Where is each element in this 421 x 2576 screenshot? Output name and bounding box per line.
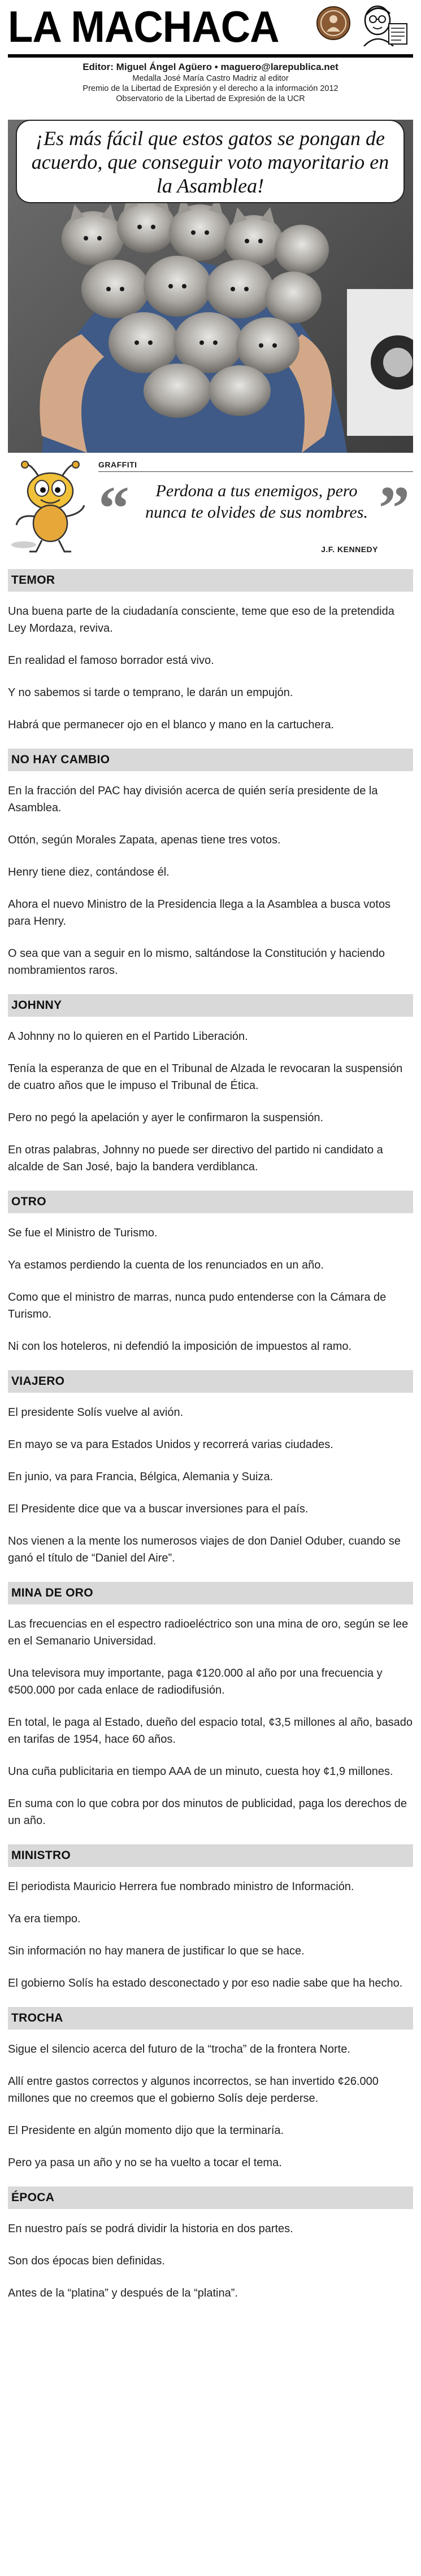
- section-paragraph: Las frecuencias en el espectro radioeléctrico son una mina de oro, según se lee en el Semanario Universidad.: [8, 1618, 409, 1647]
- section-paragraph: En suma con lo que cobra por dos minutos de publicidad, paga los derechos de un año.: [8, 1797, 407, 1827]
- column-section: [8, 2186, 413, 2302]
- section-paragraph: Como que el ministro de marras, nunca pudo entenderse con la Cámara de Turismo.: [8, 1291, 387, 1320]
- section-paragraph: Una televisora muy importante, paga ¢120.000 al año por una frecuencia y ¢500.000 por cada enlace de radiodifusión.: [8, 1667, 383, 1696]
- column-section: [8, 2007, 413, 2171]
- section-paragraph: Ottón, según Morales Zapata, apenas tiene tres votos.: [8, 834, 281, 846]
- section-paragraph: El presidente Solís vuelve al avión.: [8, 1406, 184, 1419]
- section-paragraph: Se fue el Ministro de Turismo.: [8, 1227, 158, 1239]
- section-paragraph: Allí entre gastos correctos y algunos incorrectos, se han invertido ¢26.000 millones que no creemos que el gobierno Solís deje perderse.: [8, 2075, 379, 2105]
- section-paragraph: Nos vienen a la mente los numerosos viajes de don Daniel Oduber, cuando se ganó el título de “Daniel del Aire”.: [8, 1535, 401, 1564]
- section-title: MINA DE ORO: [8, 1582, 413, 1604]
- award-medal-icon: [316, 6, 351, 41]
- section-paragraph: Antes de la “platina” y después de la “platina”.: [8, 2287, 238, 2299]
- section-paragraph: Ya era tiempo.: [8, 1913, 81, 1925]
- section-paragraph: El gobierno Solís ha estado desconectado y por eso nadie sabe que ha hecho.: [8, 1977, 403, 1989]
- award-line: Premio de la Libertad de Expresión y el derecho a la información 2012: [83, 84, 338, 93]
- section-title: VIAJERO: [8, 1370, 413, 1393]
- section-paragraph: En mayo se va para Estados Unidos y recorrerá varias ciudades.: [8, 1438, 333, 1451]
- section-body: [8, 2220, 413, 2302]
- section-paragraph: A Johnny no lo quieren en el Partido Liberación.: [8, 1030, 248, 1043]
- graffiti-author: J.F. KENNEDY: [321, 545, 378, 554]
- section-paragraph: Ni con los hoteleros, ni defendió la imposición de impuestos al ramo.: [8, 1340, 352, 1353]
- section-paragraph: En total, le paga al Estado, dueño del espacio total, ¢3,5 millones al año, basado en tarifas de 1954, hace 60 años.: [8, 1716, 413, 1746]
- speech-bubble: [16, 120, 405, 203]
- section-body: [8, 2041, 413, 2171]
- newspaper-title: LA MACHACA: [8, 2, 279, 51]
- section-paragraph: Henry tiene diez, contándose él.: [8, 866, 170, 878]
- graffiti-divider: [98, 471, 413, 472]
- open-quote-icon: “: [98, 474, 129, 543]
- column-section: [8, 569, 413, 733]
- column-section: [8, 1191, 413, 1355]
- column-section: [8, 1844, 413, 1992]
- masthead: [8, 0, 413, 103]
- lead-quote: ¡Es más fácil que estos gatos se pongan de acuerdo, que conseguir voto mayoritario en la Asamblea!: [31, 127, 389, 197]
- column-section: [8, 1582, 413, 1829]
- section-paragraph: El periodista Mauricio Herrera fue nombrado ministro de Información.: [8, 1880, 354, 1893]
- section-paragraph: Sigue el silencio acerca del futuro de la “trocha” de la frontera Norte.: [8, 2043, 350, 2055]
- section-paragraph: O sea que van a seguir en lo mismo, saltándose la Constitución y haciendo nombramientos raros.: [8, 947, 385, 977]
- section-paragraph: Tenía la esperanza de que en el Tribunal de Alzada le revocaran la suspensión de cuatro años que le impuso el Tribunal de Ética.: [8, 1062, 403, 1092]
- editor-credit: Editor: Miguel Ángel Agüero • maguero@larepublica.net: [83, 62, 338, 72]
- section-paragraph: En realidad el famoso borrador está vivo.: [8, 654, 214, 667]
- editor-caricature-icon: [356, 2, 410, 46]
- section-body: [8, 1878, 413, 1992]
- section-title: TEMOR: [8, 569, 413, 592]
- lead-photo: [8, 120, 413, 453]
- graffiti-box: [8, 460, 413, 556]
- section-paragraph: El Presidente dice que va a buscar inversiones para el país.: [8, 1503, 309, 1515]
- section-paragraph: Una buena parte de la ciudadanía consciente, teme que eso de la pretendida Ley Mordaza, reviva.: [8, 605, 394, 635]
- masthead-rule: [8, 54, 413, 58]
- section-paragraph: Habrá que permanecer ojo en el blanco y mano en la cartuchera.: [8, 719, 335, 731]
- section-title: OTRO: [8, 1191, 413, 1213]
- award-line: Medalla José María Castro Madriz al editor: [132, 74, 289, 83]
- section-paragraph: En junio, va para Francia, Bélgica, Alemania y Suiza.: [8, 1471, 274, 1483]
- award-line: Observatorio de la Libertad de Expresión de la UCR: [116, 94, 305, 103]
- section-paragraph: Son dos épocas bien definidas.: [8, 2255, 165, 2267]
- column-sections: [8, 569, 413, 2317]
- section-title: NO HAY CAMBIO: [8, 749, 413, 771]
- graffiti-quote: Perdona a tus enemigos, pero nunca te olvides de sus nombres.: [145, 482, 368, 522]
- credits: [8, 61, 413, 104]
- section-paragraph: En la fracción del PAC hay división acerca de quién sería presidente de la Asamblea.: [8, 785, 378, 814]
- section-body: [8, 1404, 413, 1567]
- section-paragraph: Ya estamos perdiendo la cuenta de los renunciados en un año.: [8, 1259, 324, 1271]
- section-body: [8, 1224, 413, 1355]
- section-body: [8, 603, 413, 733]
- column-section: [8, 749, 413, 979]
- section-paragraph: Ahora el nuevo Ministro de la Presidencia llega a la Asamblea a busca votos para Henry.: [8, 898, 391, 928]
- section-body: [8, 782, 413, 979]
- close-quote-icon: ”: [379, 474, 410, 543]
- section-paragraph: En otras palabras, Johnny no puede ser directivo del partido ni candidato a alcalde de San José, bajo la bandera verdiblanca.: [8, 1144, 383, 1173]
- bug-mascot-icon: [8, 460, 93, 553]
- section-title: JOHNNY: [8, 994, 413, 1017]
- section-title: ÉPOCA: [8, 2186, 413, 2209]
- section-paragraph: Pero ya pasa un año y no se ha vuelto a tocar el tema.: [8, 2157, 282, 2169]
- section-paragraph: Y no sabemos si tarde o temprano, le darán un empujón.: [8, 686, 293, 699]
- section-title: MINISTRO: [8, 1844, 413, 1867]
- section-body: [8, 1028, 413, 1175]
- column-section: [8, 1370, 413, 1567]
- graffiti-label: GRAFFITI: [98, 460, 137, 469]
- section-paragraph: Sin información no hay manera de justificar lo que se hace.: [8, 1945, 305, 1957]
- column-section: [8, 994, 413, 1175]
- section-paragraph: En nuestro país se podrá dividir la historia en dos partes.: [8, 2223, 293, 2235]
- section-title: TROCHA: [8, 2007, 413, 2030]
- section-body: [8, 1616, 413, 1829]
- section-paragraph: El Presidente en algún momento dijo que la terminaría.: [8, 2124, 284, 2137]
- section-paragraph: Una cuña publicitaria en tiempo AAA de un minuto, cuesta hoy ¢1,9 millones.: [8, 1765, 393, 1778]
- section-paragraph: Pero no pegó la apelación y ayer le confirmaron la suspensión.: [8, 1112, 324, 1124]
